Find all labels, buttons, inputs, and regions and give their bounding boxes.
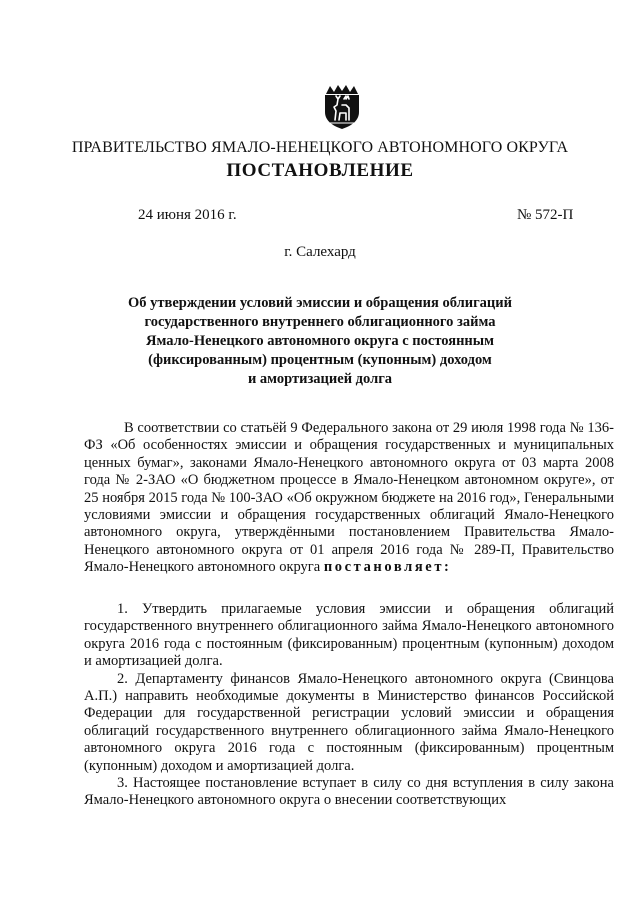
preamble bbox=[84, 420, 614, 577]
coat-of-arms-icon bbox=[322, 84, 362, 130]
document-date: 24 июня 2016 г. bbox=[138, 207, 237, 223]
decree-keyword: постановляет: bbox=[323, 559, 452, 576]
document-number: № 572-П bbox=[517, 207, 574, 223]
title-line: (фиксированным) процентным (купонным) доходом bbox=[148, 352, 492, 368]
preamble-paragraph bbox=[84, 420, 614, 577]
government-name: ПРАВИТЕЛЬСТВО ЯМАЛО-НЕНЕЦКОГО АВТОНОМНОГО ОКРУГА bbox=[71, 139, 569, 156]
decree-items bbox=[84, 601, 614, 810]
document-city: г. Салехард bbox=[284, 244, 356, 260]
document-type: ПОСТАНОВЛЕНИЕ bbox=[226, 160, 414, 181]
title-line: Об утверждении условий эмиссии и обращения облигаций bbox=[127, 295, 512, 311]
title-line: и амортизацией долга bbox=[247, 371, 393, 387]
preamble-text: В соответствии со статьёй 9 Федерального закона от 29 июля 1998 года № 136-ФЗ «Об особенностях эмиссии и обращения государственных и муниципальных ценных бумаг», законами Ямало-Ненецкого автономного округа от 03 марта 2008 года № 2-ЗАО «О бюджетном процессе в Ямало-Ненецком автономном округе», от 25 ноября 2015 года № 100-ЗАО «Об окружном бюджете на 2016 год», Генеральными условиями эмиссии и обращения государственных облигаций Ямало-Ненецкого автономного округа, утверждёнными постановлением Правительства Ямало-Ненецкого автономного округа от 01 апреля 2016 года № 289-П, Правительство Ямало-Ненецкого автономного округа bbox=[84, 420, 614, 576]
decree-item-3: 3. Настоящее постановление вступает в силу со дня вступления в силу закона Ямало-Ненецкого автономного округа о внесении соответствующих bbox=[84, 775, 614, 809]
title-line: Ямало-Ненецкого автономного округа с постоянным bbox=[146, 333, 494, 349]
decree-item-1: 1. Утвердить прилагаемые условия эмиссии и обращения облигаций государственного внутреннего облигационного займа Ямало-Ненецкого автономного округа 2016 года с постоянным (фиксированным) процентным (купонным) доходом и амортизацией долга. bbox=[84, 601, 614, 670]
document-title bbox=[120, 294, 520, 389]
title-line: государственного внутреннего облигационного займа bbox=[144, 314, 496, 330]
decree-item-2: 2. Департаменту финансов Ямало-Ненецкого автономного округа (Свинцова А.П.) направить необходимые документы в Министерство финансов Российской Федерации для государственной регистрации условий эмиссии и обращения облигаций государственного внутреннего облигационного займа Ямало-Ненецкого автономного округа 2016 года с постоянным (фиксированным) процентным (купонным) доходом и амортизацией долга. bbox=[84, 670, 614, 774]
